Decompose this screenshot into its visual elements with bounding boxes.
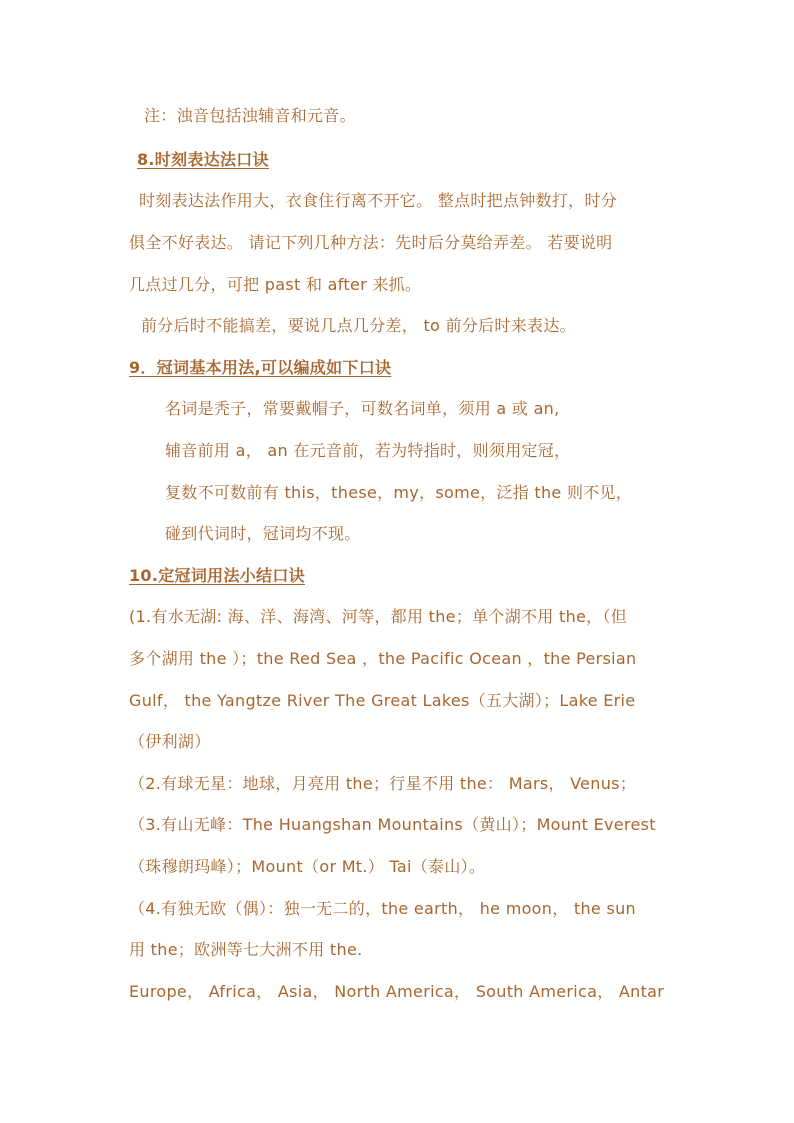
section-heading-definite-article: 10.定冠词用法小结口诀: [129, 566, 305, 585]
paragraph-line: （4.有独无欧（偶）：独一无二的，the earth， he moon， the sun: [129, 899, 636, 918]
paragraph-line: 俱全不好表达。 请记下列几种方法：先时后分莫给弄差。 若要说明: [129, 233, 613, 252]
rhyme-line: 辅音前用 a， an 在元音前，若为特指时，则须用定冠，: [165, 441, 571, 460]
paragraph-line: （2.有球无星：地球，月亮用 the；行星不用 the： Mars， Venus；: [129, 774, 637, 793]
paragraph-line: 时刻表达法作用大，衣食住行离不开它。 整点时把点钟数打，时分: [139, 191, 618, 210]
paragraph-line: （伊利湖）: [129, 732, 211, 751]
paragraph-line: （珠穆朗玛峰）；Mount（or Mt.） Tai（泰山）。: [129, 857, 486, 876]
paragraph-line: Europe， Africa， Asia， North America， South America， Antar: [129, 982, 665, 1001]
section-heading-time: 8.时刻表达法口诀: [137, 150, 269, 169]
rhyme-line: 名词是秃子，常要戴帽子，可数名词单，须用 a 或 an,: [165, 399, 560, 418]
rhyme-line: 复数不可数前有 this，these，my，some，泛指 the 则不见，: [165, 483, 633, 502]
paragraph-line: (1.有水无湖: 海、洋、海湾、河等，都用 the；单个湖不用 the，（但: [129, 607, 628, 626]
paragraph-line: 几点过几分，可把 past 和 after 来抓。: [129, 275, 422, 294]
paragraph-line: 用 the；欧洲等七大洲不用 the.: [129, 940, 363, 959]
rhyme-line: 碰到代词时，冠词均不现。: [165, 524, 361, 543]
paragraph-line: （3.有山无峰：The Huangshan Mountains（黄山）；Mount Everest: [129, 815, 656, 834]
paragraph-line: Gulf， the Yangtze River The Great Lakes（五大湖）；Lake Erie: [129, 691, 636, 710]
section-heading-articles: 9．冠词基本用法,可以编成如下口诀: [129, 358, 392, 377]
note-text: 注：浊音包括浊辅音和元音。: [144, 106, 356, 125]
paragraph-line: 多个湖用 the ）；the Red Sea ，the Pacific Ocean ，the Persian: [129, 649, 637, 668]
paragraph-line: 前分后时不能搞差，要说几点几分差， to 前分后时来表达。: [141, 316, 576, 335]
